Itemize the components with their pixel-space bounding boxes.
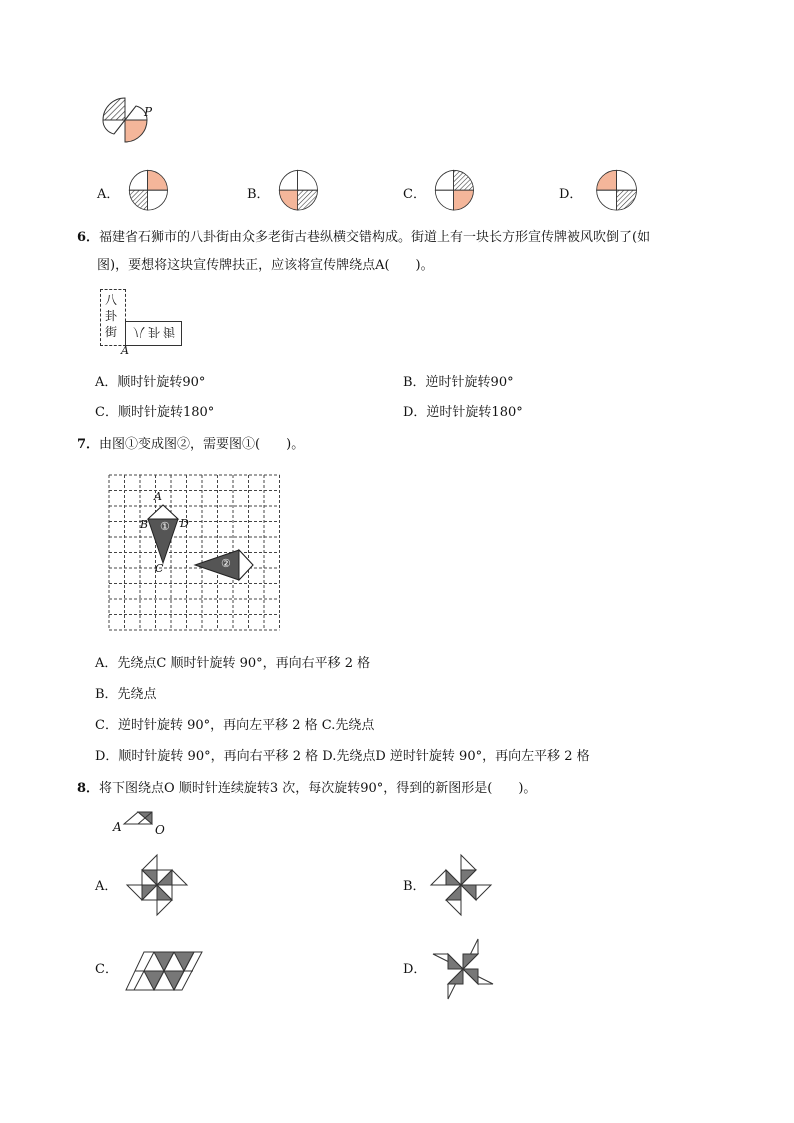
q5-option-d-pinwheel-icon [590,162,644,218]
q7-label-fig1: ① [160,520,170,533]
q6-sign-char-1: 八 [105,293,118,307]
q7-label-fig2: ② [221,557,231,570]
q7-label-d: D [180,517,189,530]
q7-label-c: C [155,562,164,575]
q7-option-b[interactable]: B．先绕点 [95,687,157,702]
q8-number: 8． [77,781,100,796]
q5-option-a[interactable]: A． [97,187,120,202]
q7-option-a[interactable]: A．先绕点C 顺时针旋转 90°，再向右平移 2 格 [95,656,371,671]
q6-sign-fallen-text: 八卦街 [133,325,179,339]
q5-option-a-pinwheel-icon [126,162,172,218]
q8-option-d[interactable]: D． [403,962,427,977]
q6-stem-line2: 图)，要想将这块宣传牌扶正，应该将宣传牌绕点A( )。 [97,258,434,273]
q6-option-b[interactable]: B．逆时针旋转90° [403,375,514,390]
q7-label-a: A [154,490,162,503]
q7-option-d[interactable]: D．顺时针旋转 90°，再向右平移 2 格 D.先绕点D 逆时针旋转 90°，再向左平移 2 格 [95,749,590,764]
q6-sign-figure [100,289,184,357]
q8-label-a: A [113,820,122,834]
q7-number: 7． [77,437,100,452]
q7-stem: 由图①变成图②，需要图①( )。 [99,437,305,452]
q8-option-b-figure [428,852,494,918]
q5-option-b-pinwheel-icon [276,162,322,218]
q5-option-c-pinwheel-icon [432,162,478,218]
q7-grid-figure [107,473,282,638]
q6-option-d[interactable]: D．逆时针旋转180° [403,405,523,420]
q8-option-c[interactable]: C． [95,962,118,977]
q6-sign-char-2: 卦 [105,309,118,323]
q6-option-c[interactable]: C．顺时针旋转180° [95,405,215,420]
q7-figure-1-top [148,505,178,519]
q5-option-c[interactable]: C． [403,187,426,202]
q6-point-a: A [121,344,129,357]
q5-point-label: P [144,105,153,119]
q6-option-a[interactable]: A．顺时针旋转90° [95,375,206,390]
q8-option-a-figure [124,852,190,918]
q7-option-c[interactable]: C．逆时针旋转 90°，再向左平移 2 格 C.先绕点 [95,718,375,733]
q8-stem-line [77,780,536,798]
q8-option-b[interactable]: B． [403,879,426,894]
q8-label-o: O [155,823,165,837]
q6-line1 [77,229,650,247]
q7-stem-line [77,436,304,454]
q8-stem: 将下图绕点O 顺时针连续旋转3 次，每次旋转90°，得到的新图形是( )。 [99,781,537,796]
q6-number: 6． [77,230,100,245]
q5-option-b[interactable]: B． [247,187,270,202]
q7-label-b: B [140,518,149,531]
q8-option-c-figure [124,950,204,992]
q6-sign-char-3: 街 [105,325,118,339]
q5-option-d[interactable]: D． [559,187,583,202]
q8-option-a[interactable]: A． [95,879,118,894]
q6-stem-line1: 福建省石狮市的八卦街由众多老街古巷纵横交错构成。街道上有一块长方形宣传牌被风吹倒了(如 [99,230,651,245]
q8-option-d-figure [430,936,496,1002]
q7-figure-2-tip [239,550,253,580]
